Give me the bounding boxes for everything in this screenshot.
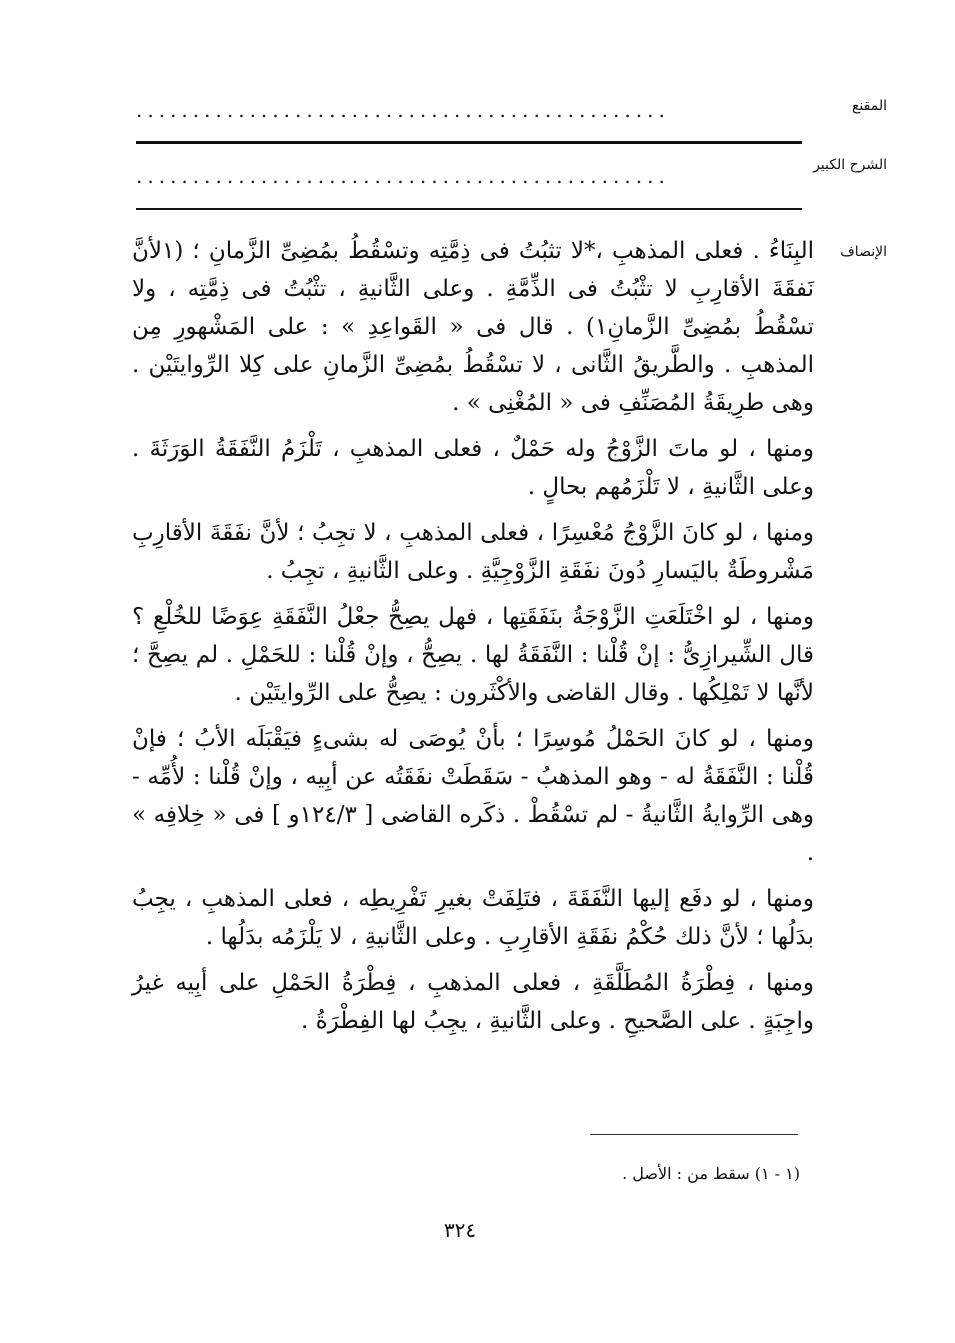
page-number: ٣٢٤: [443, 1218, 477, 1242]
paragraph: ومنها ، فِطْرَةُ المُطَلَّقَةِ ، فعلى المذهبِ ، فِطْرَةُ الحَمْلِ على أبِيه غيرُ واجِبَةٍ . على الصَّحيحِ . وعلى الثَّانيةِ ، يجِبُ لها الفِطْرَةُ .: [132, 970, 814, 1034]
insaf-body-text: [132, 232, 814, 1048]
paragraph: ومنها ، لو اخْتَلَعَتِ الزَّوْجَةُ بنَفَقَتِها ، فهل يصِحُّ جعْلُ النَّفَقَةِ عِوَضًا للخُلْعِ ؟ قال الشِّيرازِىُّ : إنْ قُلْنا : النَّفَقَةُ لها . يصِحُّ ، وإنْ قُلْنا : للحَمْلِ . لم يصِحَّ ؛ لأنَّها لا تَمْلِكُها . وقال القاضى والأكْثَرون : يصِحُّ على الرِّوايتَيْن .: [132, 604, 814, 706]
muqni-dotted-line: ...............................................: [136, 100, 670, 120]
section-divider: [136, 141, 802, 144]
sharh-dotted-line: ...............................................: [136, 166, 670, 186]
muqni-label: المقنع: [851, 98, 887, 114]
paragraph: ومنها ، لو كانَ الزَّوْجُ مُعْسِرًا ، فعلى المذهبِ ، لا تجِبُ ؛ لأنَّ نفَقَةَ الأقارِبِ مَشْروطَةٌ باليَسارِ دُونَ نفَقَةِ الزَّوْجِيَّةِ . وعلى الثَّانيةِ ، تجِبُ .: [132, 520, 814, 584]
footnote-divider: [590, 1134, 798, 1135]
paragraph: ومنها ، لو ماتَ الزَّوْجُ وله حَمْلٌ ، فعلى المذهبِ ، تَلْزَمُ النَّفَقَةُ الوَرَثَةَ . وعلى الثَّانيةِ ، لا تَلْزَمُهم بحالٍ .: [132, 436, 814, 500]
insaf-label: الإنصاف: [840, 244, 887, 260]
section-divider-2: [136, 208, 802, 210]
sharh-label: الشرح الكبير: [813, 157, 887, 173]
paragraph: ومنها ، لو دفَع إليها النَّفَقَةَ ، فتَلِفَتْ بغيرِ تَفْرِيطِه ، فعلى المذهبِ ، يجِبُ بدَلُها ؛ لأنَّ ذلك حُكْمُ نفَقَةِ الأقارِبِ . وعلى الثَّانيةِ ، لا يَلْزَمُه بدَلُها .: [132, 886, 814, 950]
footnote: (١ - ١) سقط من : الأصل .: [622, 1164, 800, 1183]
paragraph: ومنها ، لو كانَ الحَمْلُ مُوسِرًا ؛ بأنْ يُوصَى له بشىءٍ فيَقْبَلَه الأبُ ؛ فإنْ قُلْنا : النَّفَقَةُ له - وهو المذهبُ - سَقَطَتْ نفَقَتُه عن أبِيه ، وإنْ قُلْنا : لأُمِّه - وهى الرِّوايةُ الثَّانيةُ - لم تسْقُطْ . ذكَره القاضى [ ١٢٤/٣و ] فى « خِلافِه » .: [132, 726, 814, 866]
paragraph: البِنَاءُ . فعلى المذهبِ ،*لا تثبُتُ فى ذِمَّتِه وتسْقُطُ بمُضِىِّ الزَّمانِ ؛ (١لأنَّ نَفقَةَ الأقارِبِ لا تثْبُتُ فى الذِّمَّةِ . وعلى الثَّانيةِ ، تثْبُتُ فى ذِمَّتِه ، ولا تسْقُطُ بمُضِىِّ الزَّمانِ١) . قال فى « القَواعِدِ » : على المَشْهورِ مِن المذهبِ . والطَّريقُ الثَّانى ، لا تسْقُطُ بمُضِىِّ الزَّمانِ على كِلا الرِّوايتَيْن . وهى طرِيقَةُ المُصَنِّفِ فى « المُغْنِى » .: [132, 238, 814, 416]
